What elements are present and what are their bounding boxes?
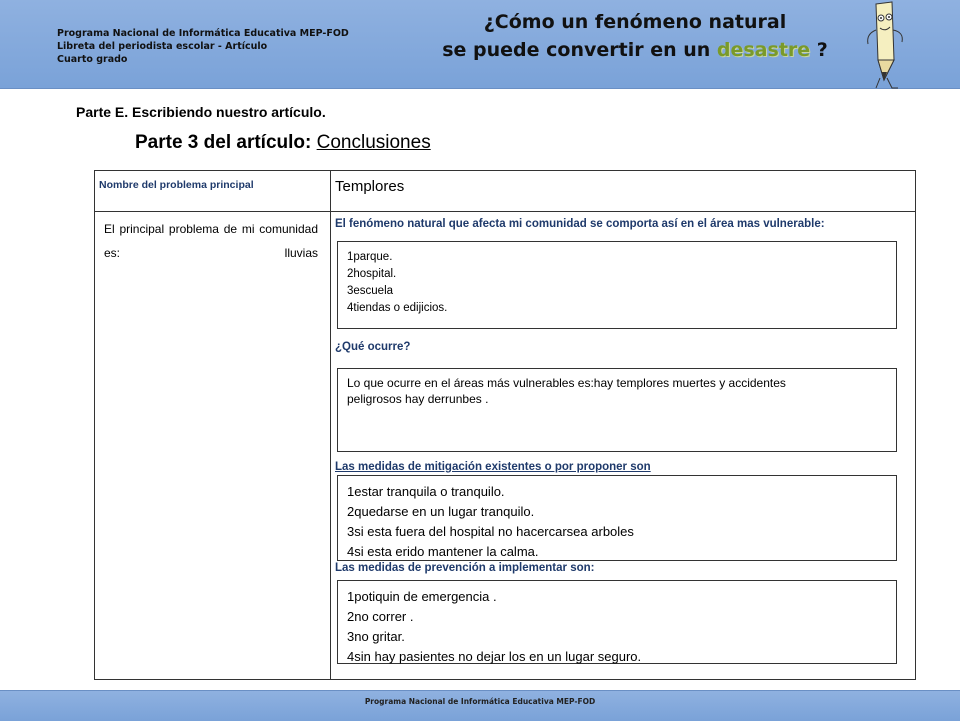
header-info — [57, 27, 349, 66]
notebook-name: Libreta del periodista escolar - Artículo — [57, 41, 268, 52]
subsection-prefix: Parte 3 del artículo: — [135, 132, 317, 153]
title-line-2 — [400, 36, 870, 64]
answer-line: 2no correr . — [347, 609, 414, 624]
column-divider — [330, 171, 331, 679]
grade-label: Cuarto grado — [57, 54, 128, 65]
answer-line: peligrosos hay derrunbes . — [347, 392, 489, 406]
main-problem-text: El principal problema de mi comunidad es: lluvias — [104, 222, 318, 260]
question-prevention: Las medidas de prevención a implementar son: — [335, 562, 595, 574]
answer-box-vulnerable-area — [337, 241, 897, 329]
page-title — [400, 8, 870, 64]
header-banner — [0, 0, 960, 89]
answer-line: 3si esta fuera del hospital no hacercarsea arboles — [347, 524, 634, 539]
conclusions-table — [94, 170, 916, 680]
problem-name-label: Nombre del problema principal — [99, 179, 254, 191]
answer-line: 1estar tranquila o tranquilo. — [347, 484, 505, 499]
answer-line: 4sin hay pasientes no dejar los en un lugar seguro. — [347, 649, 642, 664]
pencil-mascot-icon — [862, 0, 910, 90]
program-name: Programa Nacional de Informática Educativa MEP-FOD — [57, 28, 349, 39]
answer-line: 4si esta erido mantener la calma. — [347, 544, 539, 559]
answer-line: 2hospital. — [347, 268, 397, 280]
subsection-heading — [135, 132, 431, 154]
footer-banner: Programa Nacional de Informática Educativa MEP-FOD — [0, 690, 960, 721]
answer-line: 1potiquin de emergencia . — [347, 589, 497, 604]
question-mitigation: Las medidas de mitigación existentes o por proponer son — [335, 461, 651, 473]
question-what-happens: ¿Qué ocurre? — [335, 341, 411, 353]
answer-box-mitigation — [337, 475, 897, 561]
answer-line: 1parque. — [347, 251, 393, 263]
subsection-underlined: Conclusiones — [316, 132, 431, 153]
answer-box-what-happens — [337, 368, 897, 452]
title-accent-word: desastre — [716, 39, 811, 61]
answer-line: 3no gritar. — [347, 629, 405, 644]
problem-name-value: Templores — [335, 178, 405, 195]
title-line-2-start: se puede convertir en un — [442, 39, 717, 61]
title-line-2-end: ? — [810, 39, 828, 61]
question-vulnerable-area: El fenómeno natural que afecta mi comunidad se comporta así en el área mas vulnerable: — [335, 218, 825, 230]
title-line-1: ¿Cómo un fenómeno natural — [483, 11, 787, 33]
section-heading: Parte E. Escribiendo nuestro artículo. — [76, 104, 326, 120]
row-divider — [95, 211, 915, 212]
answer-line: 4tiendas o edijicios. — [347, 302, 448, 314]
answer-line: Lo que ocurre en el áreas más vulnerables es:hay templores muertes y accidentes — [347, 376, 786, 390]
answer-box-prevention — [337, 580, 897, 664]
answer-line: 2quedarse en un lugar tranquilo. — [347, 504, 535, 519]
answer-line: 3escuela — [347, 285, 394, 297]
